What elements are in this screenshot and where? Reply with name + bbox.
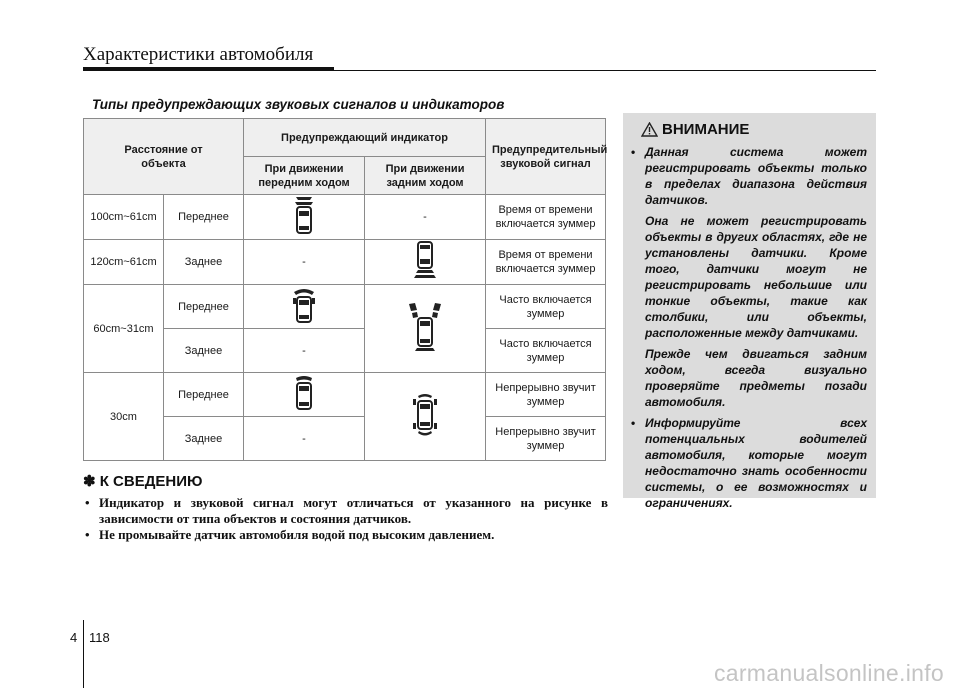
cell-sound: Непрерывно звучит зуммер bbox=[486, 373, 606, 417]
watermark-text: carmanualsonline.info bbox=[713, 660, 944, 686]
cell-front-indicator: - bbox=[244, 417, 365, 461]
caution-list bbox=[631, 144, 867, 516]
warning-signals-table bbox=[83, 118, 606, 461]
cell-front-indicator: - bbox=[244, 240, 365, 285]
cell-rear-indicator bbox=[365, 285, 486, 373]
cell-sound: Часто включается зуммер bbox=[486, 329, 606, 373]
header-rule-thin bbox=[334, 70, 876, 71]
cell-sound: Время от времени включается зуммер bbox=[486, 195, 606, 240]
cell-direction: Заднее bbox=[164, 417, 244, 461]
cell-front-indicator bbox=[244, 285, 365, 329]
cell-distance: 120cm~61cm bbox=[84, 240, 164, 285]
caution-box bbox=[623, 113, 876, 510]
warning-triangle-icon bbox=[641, 122, 658, 137]
cell-sound: Непрерывно звучит зуммер bbox=[486, 417, 606, 461]
cell-distance: 30cm bbox=[84, 373, 164, 461]
header-distance: Расстояние от объекта bbox=[84, 119, 244, 195]
caution-item bbox=[631, 144, 867, 410]
car-rear-sensor-icon bbox=[413, 240, 437, 280]
car-front-sensor-icon bbox=[293, 195, 315, 235]
cell-direction: Заднее bbox=[164, 329, 244, 373]
car-front-sensor-icon bbox=[293, 375, 315, 411]
cell-front-indicator: - bbox=[244, 329, 365, 373]
cell-sound: Время от времени включается зуммер bbox=[486, 240, 606, 285]
car-side-sensors-icon bbox=[407, 302, 443, 352]
car-front-sensor-icon bbox=[292, 286, 316, 324]
chapter-number: 4 bbox=[70, 630, 78, 645]
cell-direction: Заднее bbox=[164, 240, 244, 285]
page-number: 118 bbox=[89, 630, 110, 645]
note-item: • Индикатор и звуковой сигнал могут отличаться от указанного на рисунке в зависимости от типа объектов и состояния датчиков. bbox=[83, 495, 608, 527]
cell-front-indicator bbox=[244, 373, 365, 417]
cell-distance: 60cm~31cm bbox=[84, 285, 164, 373]
caution-header bbox=[641, 121, 749, 138]
cell-sound: Часто включается зуммер bbox=[486, 285, 606, 329]
cell-direction: Переднее bbox=[164, 285, 244, 329]
cell-direction: Переднее bbox=[164, 373, 244, 417]
cell-direction: Переднее bbox=[164, 195, 244, 240]
note-list bbox=[83, 495, 608, 543]
cell-distance: 100cm~61cm bbox=[84, 195, 164, 240]
caution-paragraph: • Данная система может регистрировать объекты только в пределах диапазона действия датчиков. bbox=[645, 145, 867, 207]
footer-rule bbox=[83, 620, 84, 688]
caution-title: ВНИМАНИЕ bbox=[662, 121, 750, 138]
cell-rear-indicator bbox=[365, 373, 486, 461]
header-front-driving: При движении передним ходом bbox=[244, 157, 365, 195]
header-rule-thick bbox=[83, 67, 334, 71]
cell-rear-indicator: - bbox=[365, 195, 486, 240]
caution-paragraph: • Информируйте всех потенциальных водителей автомобиля, которые могут недостаточно знать особенности системы, о ее возможностях и ограничениях. bbox=[645, 416, 867, 510]
caution-item bbox=[631, 415, 867, 511]
header-indicator: Предупреждающий индикатор bbox=[244, 119, 486, 157]
cell-rear-indicator bbox=[365, 240, 486, 285]
page-header-title: Характеристики автомобиля bbox=[83, 44, 314, 65]
caution-paragraph: Прежде чем двигаться задним ходом, всегда визуально проверяйте предметы позади автомобиля. bbox=[645, 347, 867, 409]
header-sound: Предупредительный звуковой сигнал bbox=[486, 119, 606, 195]
cell-front-indicator bbox=[244, 195, 365, 240]
header-rear-driving: При движении задним ходом bbox=[365, 157, 486, 195]
note-item: • Не промывайте датчик автомобиля водой под высоким давлением. bbox=[83, 527, 608, 543]
car-all-sensors-icon bbox=[410, 393, 440, 437]
note-title: ✽ К СВЕДЕНИЮ bbox=[83, 473, 203, 490]
section-title: Типы предупреждающих звуковых сигналов и индикаторов bbox=[92, 97, 505, 112]
caution-paragraph: Она не может регистрировать объекты в других областях, где не установлены датчики. Кроме того, датчики могут не регистрировать небольшие или тонкие объекты, такие как столбики, или объекты, расположенные между датчиками. bbox=[645, 214, 867, 340]
